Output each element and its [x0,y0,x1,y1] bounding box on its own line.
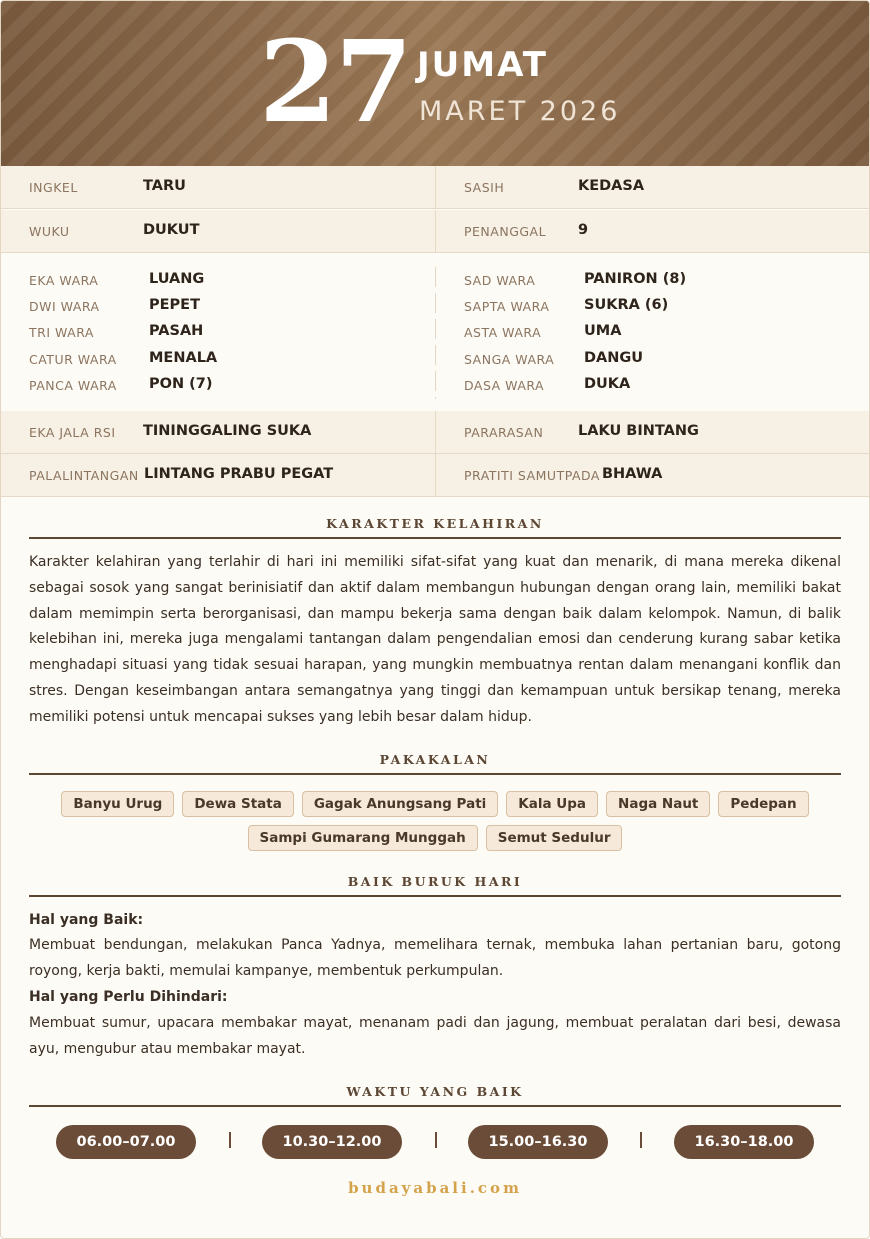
pakakalan-tags [29,791,841,851]
wara-value: LUANG [149,271,205,287]
row-ingkel-sasih [1,166,869,209]
cell-pararasan [435,411,870,453]
pararasan-value: LAKU BINTANG [578,423,699,439]
wara-value: DUKA [584,376,631,392]
wara-item [464,372,864,398]
wara-label: DASA WARA [464,378,545,393]
wara-value: PON (7) [149,376,213,392]
row-ekajalarsi-pararasan [1,411,869,454]
time-slot-pill: 06.00–07.00 [56,1125,196,1159]
cell-pratiti-samutpada [435,454,870,496]
pakakalan-tag: Dewa Stata [182,791,294,817]
cell-palalintangan [1,454,435,496]
wara-value: UMA [584,323,622,339]
avoid-heading: Hal yang Perlu Dihindari: [29,989,228,1005]
pratiti-samutpada-label: PRATITI SAMUTPADA [464,468,600,483]
wara-value: MENALA [149,350,218,366]
cell-ingkel [1,166,435,208]
wara-item [29,372,429,398]
wara-label: SAD WARA [464,273,536,288]
cell-sasih [435,166,870,208]
waktu-divider [29,1105,841,1107]
wara-item [29,267,429,293]
wara-label: DWI WARA [29,299,100,314]
ingkel-label: INGKEL [29,180,78,195]
time-slot-pill: 15.00–16.30 [468,1125,608,1159]
good-heading: Hal yang Baik: [29,912,144,928]
time-slot-pill: 10.30–12.00 [262,1125,402,1159]
time-separator [229,1132,231,1148]
time-separator [435,1132,437,1148]
pakakalan-tag: Pedepan [718,791,808,817]
eka-jala-rsi-value: TININGGALING SUKA [143,423,312,439]
eka-jala-rsi-label: EKA JALA RSI [29,425,116,440]
good-text: Membuat bendungan, melakukan Panca Yadnya, memelihara ternak, membuka lahan pertanian baru, gotong royong, kerja bakti, memulai kampanye, membentuk perkumpulan. [29,937,841,979]
month-year: MARET 2026 [419,96,621,127]
baik-buruk-title: BAIK BURUK HARI [347,874,523,889]
pakakalan-tag: Sampi Gumarang Munggah [248,825,478,851]
day-name: JUMAT [417,45,548,85]
wara-block [1,253,869,412]
pakakalan-title: PAKAKALAN [379,752,491,767]
wara-label: ASTA WARA [464,325,542,340]
palalintangan-label: PALALINTANGAN [29,468,139,483]
row-palalintangan-pratiti [1,454,869,497]
cell-penanggal [435,210,870,252]
cell-eka-jala-rsi [1,411,435,453]
palalintangan-value: LINTANG PRABU PEGAT [144,466,334,482]
wara-value: PANIRON (8) [584,271,687,287]
wara-label: SANGA WARA [464,352,555,367]
wara-value: PASAH [149,323,204,339]
time-separator [640,1132,642,1148]
wara-value: PEPET [149,297,200,313]
day-number: 27 [259,17,411,148]
pakakalan-tag: Banyu Urug [61,791,174,817]
wuku-label: WUKU [29,224,70,239]
pakakalan-divider [29,773,841,775]
wara-label: PANCA WARA [29,378,117,393]
baik-buruk-divider [29,895,841,897]
wara-value: DANGU [584,350,644,366]
wara-item [464,267,864,293]
wuku-value: DUKUT [143,222,200,238]
pakakalan-tag: Kala Upa [506,791,598,817]
karakter-divider [29,537,841,539]
time-slot-pill: 16.30–18.00 [674,1125,814,1159]
wara-label: CATUR WARA [29,352,117,367]
row-wuku-penanggal [1,210,869,253]
time-slots [29,1125,841,1161]
pakakalan-tag: Semut Sedulur [486,825,623,851]
karakter-text: Karakter kelahiran yang terlahir di hari ini memiliki sifat-sifat yang kuat dan menarik, di mana mereka dikenal sebagai sosok yang sangat berinisiatif dan aktif dalam membangun hubungan dengan orang lain, memiliki bakat dalam memimpin serta berorganisasi, dan mampu bekerja sama dengan baik dalam kelompok. Namun, di balik kelebihan ini, mereka juga mengalami tantangan dalam pengendalian emosi dan cenderung kurang sabar ketika menghadapi situasi yang tidak sesuai harapan, yang mungkin membuatnya rentan dalam menangani konflik dan stres. Dengan keseimbangan antara semangatnya yang tinggi dan kemampuan untuk bersikap tenang, mereka memiliki potensi untuk mencapai sukses yang lebih besar dalam hidup. [29,554,841,725]
karakter-title: KARAKTER KELAHIRAN [326,516,544,531]
wara-divider [435,267,436,399]
penanggal-label: PENANGGAL [464,224,547,239]
pararasan-label: PARARASAN [464,425,544,440]
wara-value: SUKRA (6) [584,297,669,313]
ingkel-value: TARU [143,178,186,194]
waktu-title: WAKTU YANG BAIK [346,1084,524,1099]
cell-wuku [1,210,435,252]
wara-item [29,293,429,319]
wara-item [464,293,864,319]
pakakalan-tag: Naga Naut [606,791,710,817]
sasih-label: SASIH [464,180,505,195]
wara-item [464,346,864,372]
wara-item [29,319,429,345]
penanggal-value: 9 [578,222,589,238]
wara-item [464,319,864,345]
sasih-value: KEDASA [578,178,645,194]
footer-site-link[interactable]: budayabali.com [348,1179,522,1197]
wara-label: EKA WARA [29,273,99,288]
wara-label: SAPTA WARA [464,299,550,314]
pratiti-samutpada-value: BHAWA [602,466,663,482]
wara-label: TRI WARA [29,325,94,340]
avoid-text: Membuat sumur, upacara membakar mayat, menanam padi dan jagung, membuat peralatan dari besi, dewasa ayu, mengubur atau membakar mayat. [29,1015,841,1057]
date-header [1,1,869,166]
pakakalan-tag: Gagak Anungsang Pati [302,791,498,817]
wara-item [29,346,429,372]
